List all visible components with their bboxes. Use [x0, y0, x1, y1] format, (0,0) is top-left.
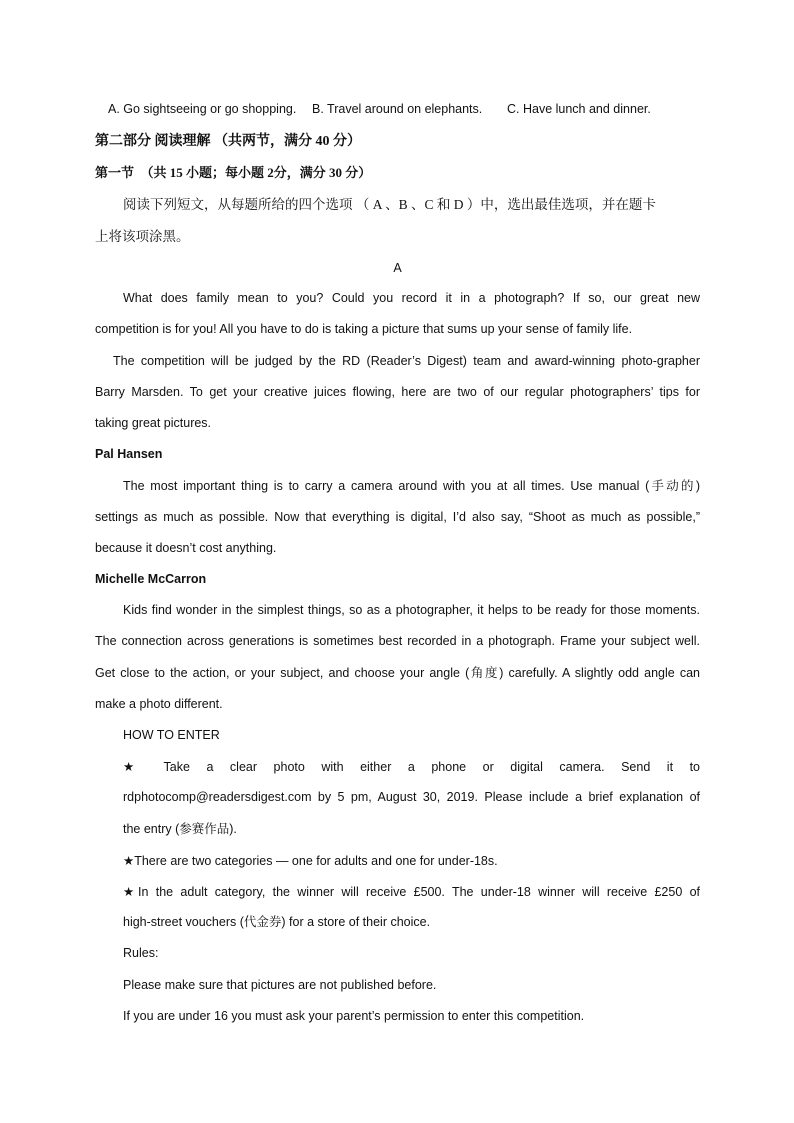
passage-label: A: [393, 261, 402, 275]
option-a: A. Go sightseeing or go shopping.: [108, 102, 297, 116]
bullet1-line-3: the entry (参赛作品).: [123, 822, 237, 836]
subsection-header: 第一节 （共 15 小题；每小题 2分，满分 30 分）: [95, 165, 372, 180]
how-to-enter-heading: HOW TO ENTER: [123, 728, 220, 742]
option-b: B. Travel around on elephants.: [312, 102, 483, 116]
para1-line-1: What does family mean to you? Could you record it in a photograph? If so, our great new: [123, 291, 700, 305]
bullet1-line-2: rdphotocomp@readersdigest.com by 5 pm, August 30, 2019. Please include a brief explanation of: [123, 790, 700, 804]
para2-line-2: Barry Marsden. To get your creative juices flowing, here are two of our regular photographers’ tips for: [95, 385, 700, 399]
tip1-line-1: The most important thing is to carry a camera around with you at all times. Use manual (手动的): [123, 479, 700, 493]
para2-line-1: The competition will be judged by the RD (Reader’s Digest) team and award-winning photo-grapher: [113, 354, 700, 368]
tip2-line-1: Kids find wonder in the simplest things, so as a photographer, it helps to be ready for those moments.: [123, 603, 700, 617]
tip2-line-3: Get close to the action, or your subject, and choose your angle (角度) carefully. A slightly odd angle can: [95, 666, 700, 680]
tip1-line-3: because it doesn’t cost anything.: [95, 541, 277, 555]
bullet3-line-1: ★In the adult category, the winner will receive £500. The under-18 winner will receive £250 of: [123, 885, 700, 899]
bullet2: ★There are two categories — one for adults and one for under-18s.: [123, 854, 498, 868]
rules-label: Rules:: [123, 946, 159, 960]
photographer-name-2: Michelle McCarron: [95, 572, 207, 586]
instructions-line-1: 阅读下列短文，从每题所给的四个选项 （ A 、B 、C 和 D ）中，选出最佳选项，并在题卡: [123, 197, 656, 212]
bullet1-line-1: ★ Take a clear photo with either a phone or digital camera. Send it to: [123, 760, 700, 774]
rule-1: Please make sure that pictures are not published before.: [123, 978, 437, 992]
instructions-line-2: 上将该项涂黑。: [95, 229, 190, 244]
tip2-line-4: make a photo different.: [95, 697, 223, 711]
tip2-line-2: The connection across generations is sometimes best recorded in a photograph. Frame your subject well.: [95, 634, 700, 648]
tip1-line-2: settings as much as possible. Now that everything is digital, I’d also say, “Shoot as much as possible,”: [95, 510, 700, 524]
bullet3-line-2: high-street vouchers (代金券) for a store of their choice.: [123, 915, 431, 929]
option-c: C. Have lunch and dinner.: [507, 102, 651, 116]
section-header: 第二部分 阅读理解 （共两节，满分 40 分）: [95, 134, 361, 149]
para2-line-3: taking great pictures.: [95, 416, 212, 430]
photographer-name-1: Pal Hansen: [95, 447, 163, 461]
rule-2: If you are under 16 you must ask your parent’s permission to enter this competition.: [123, 1009, 585, 1023]
para1-line-2: competition is for you! All you have to do is taking a picture that sums up your sense of family life.: [95, 322, 633, 336]
